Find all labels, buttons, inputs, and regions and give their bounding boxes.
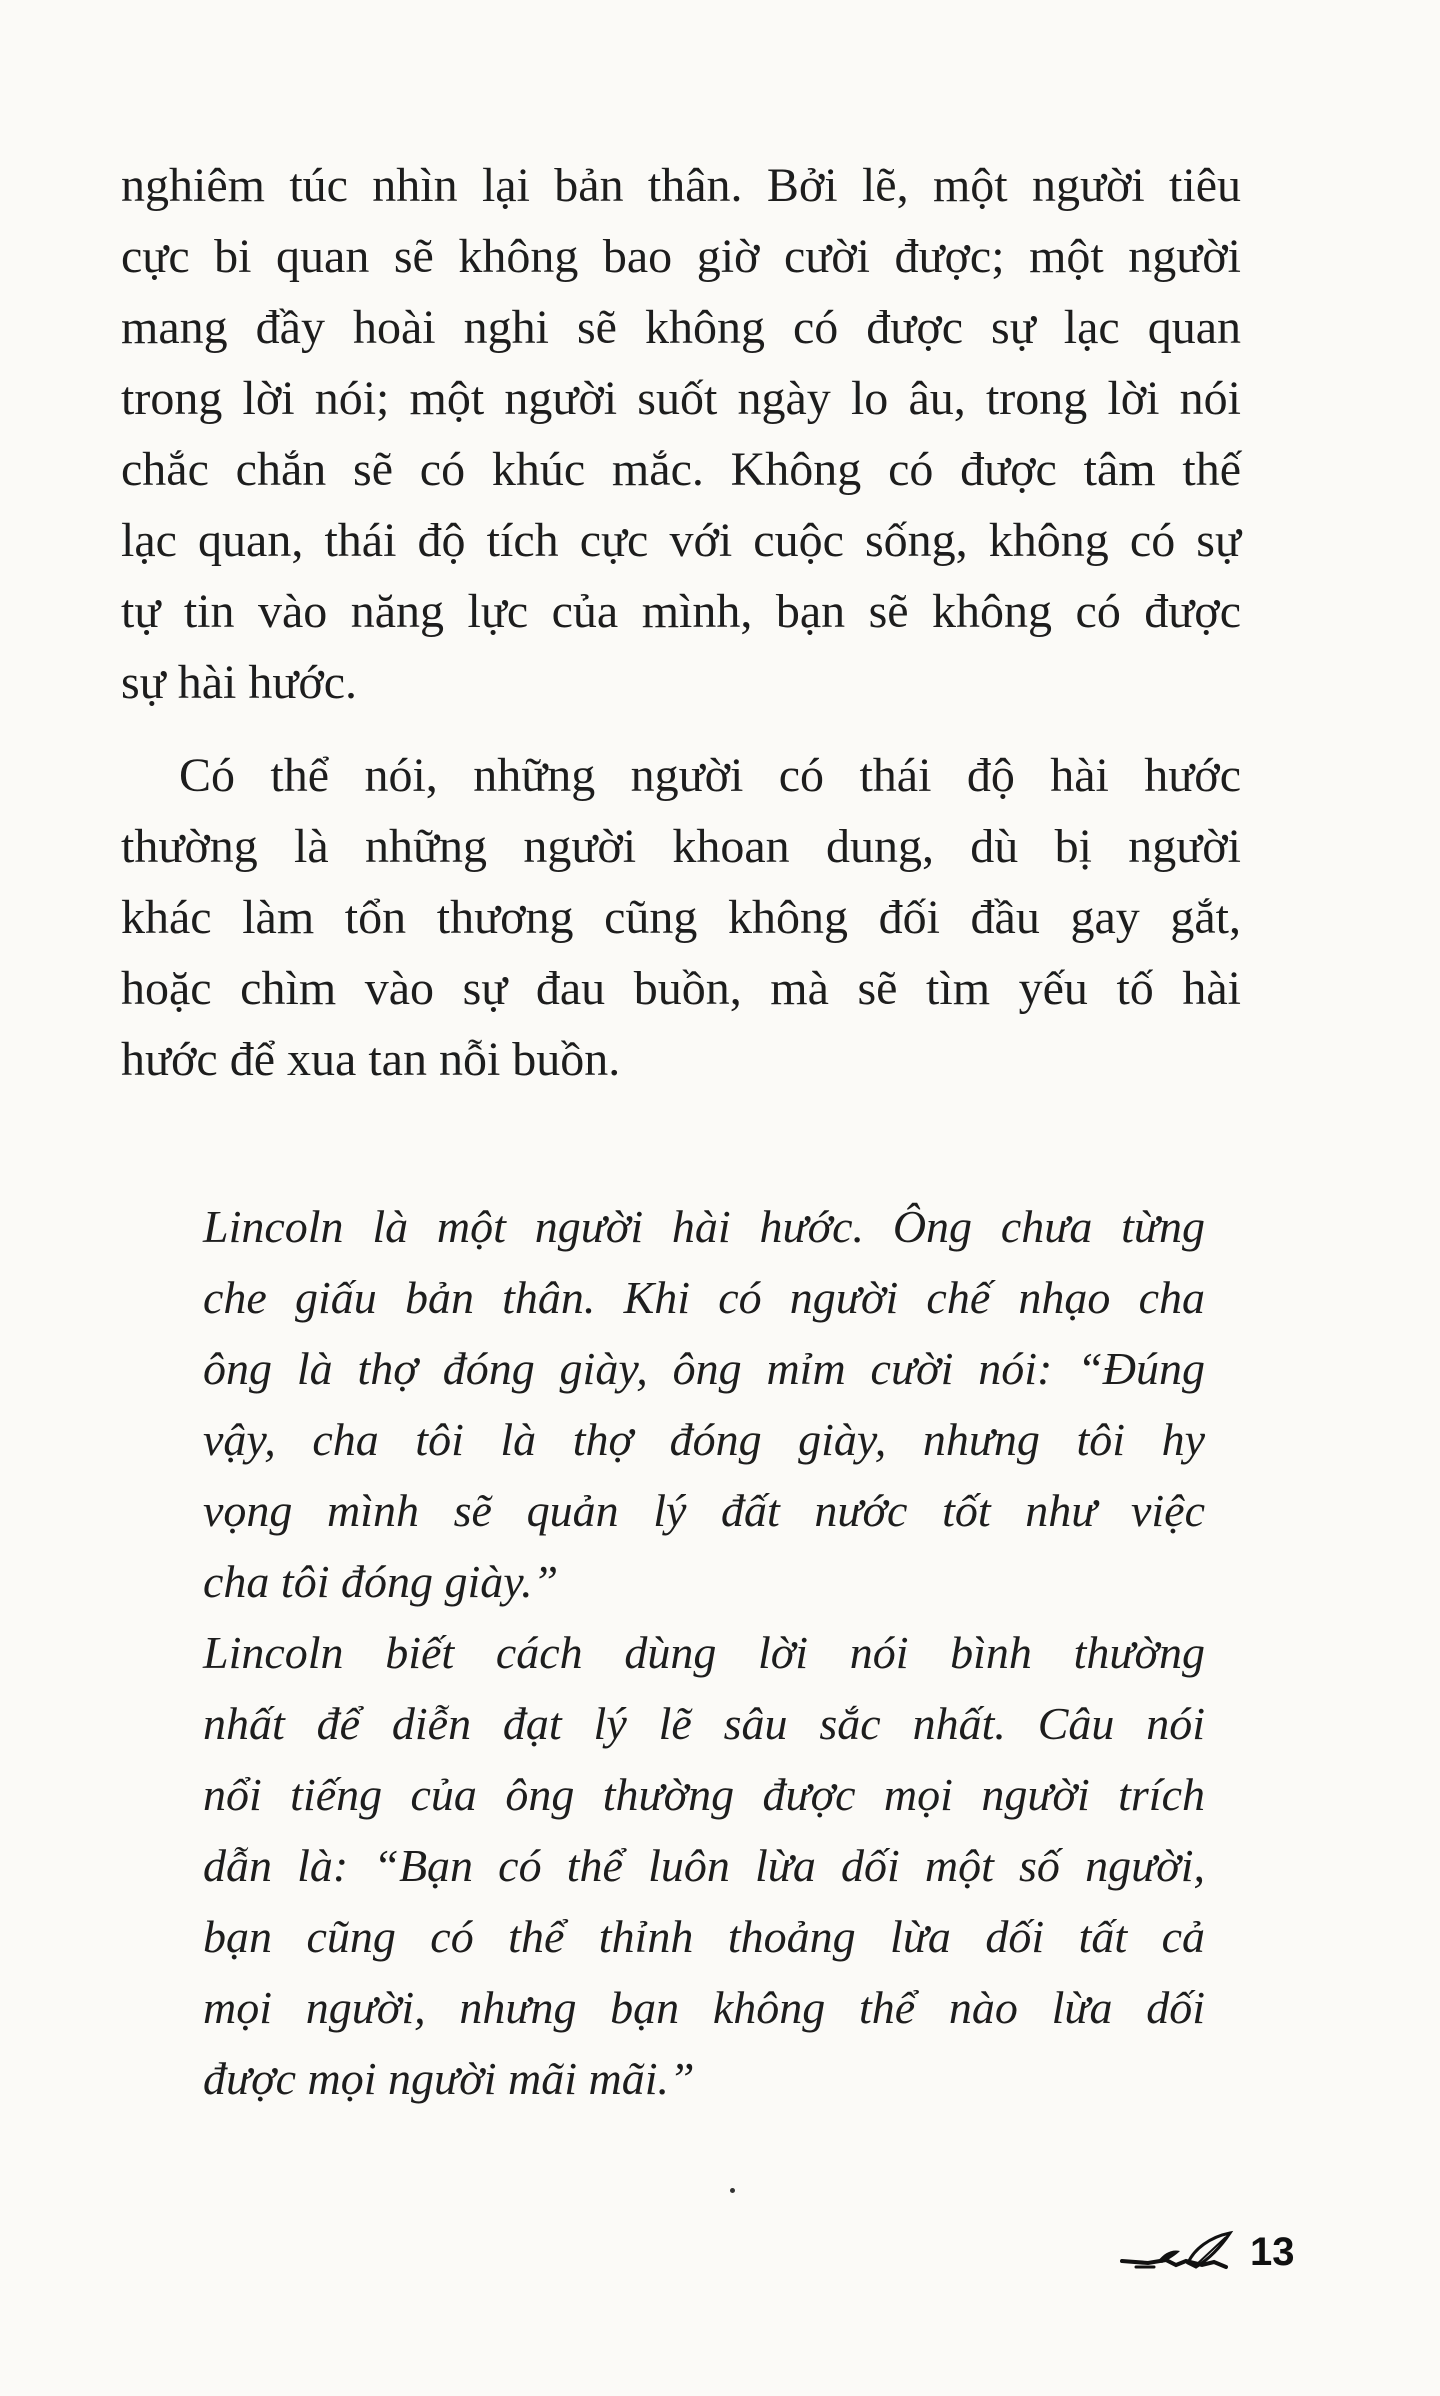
quote-paragraph-1 [203,1191,1205,1617]
quote-line: vậy, cha tôi là thợ đóng giày, nhưng tôi hy [203,1414,1205,1465]
quote-line: Lincoln biết cách dùng lời nói bình thường [203,1627,1205,1678]
text-line: thường là những người khoan dung, dù bị người [121,820,1241,873]
body-text [121,150,1241,1095]
paragraph-1 [121,150,1241,718]
text-line: khác làm tổn thương cũng không đối đầu gay gắt, [121,891,1241,944]
quote-line: nổi tiếng của ông thường được mọi người trích [203,1769,1205,1820]
paragraph-2 [121,740,1241,1095]
text-line: tự tin vào năng lực của mình, bạn sẽ không có được [121,585,1241,638]
text-line: sự hài hước. [121,656,358,709]
quill-ornament-icon [1118,2227,1248,2277]
quote-line: che giấu bản thân. Khi có người chế nhạo cha [203,1272,1205,1323]
text-line: hước để xua tan nỗi buồn. [121,1033,621,1086]
text-line: lạc quan, thái độ tích cực với cuộc sống, không có sự [121,514,1241,567]
text-line: nghiêm túc nhìn lại bản thân. Bởi lẽ, một người tiêu [121,159,1241,212]
page-footer [1118,2222,1295,2282]
print-speck [730,2188,735,2193]
text-line: trong lời nói; một người suốt ngày lo âu, trong lời nói [121,372,1241,425]
page-number: 13 [1250,2229,1295,2274]
quote-block [203,1191,1205,2114]
quote-line: được mọi người mãi mãi.” [203,2053,695,2104]
quote-line: Lincoln là một người hài hước. Ông chưa từng [203,1201,1205,1252]
quote-line: nhất để diễn đạt lý lẽ sâu sắc nhất. Câu nói [203,1698,1205,1749]
quote-line: dẫn là: “Bạn có thể luôn lừa dối một số người, [203,1840,1205,1891]
quote-line: ông là thợ đóng giày, ông mỉm cười nói: “Đúng [203,1343,1205,1394]
text-line: cực bi quan sẽ không bao giờ cười được; một người [121,230,1241,283]
quote-line: cha tôi đóng giày.” [203,1556,559,1607]
quote-line: vọng mình sẽ quản lý đất nước tốt như việc [203,1485,1205,1536]
quote-line: bạn cũng có thể thỉnh thoảng lừa dối tất cả [203,1911,1205,1962]
text-line: chắc chắn sẽ có khúc mắc. Không có được tâm thế [121,443,1241,496]
text-line: Có thể nói, những người có thái độ hài hước [179,749,1241,802]
quote-line: mọi người, nhưng bạn không thể nào lừa dối [203,1982,1205,2033]
quote-paragraph-2 [203,1617,1205,2114]
text-line: mang đầy hoài nghi sẽ không có được sự lạc quan [121,301,1241,354]
text-line: hoặc chìm vào sự đau buồn, mà sẽ tìm yếu tố hài [121,962,1241,1015]
